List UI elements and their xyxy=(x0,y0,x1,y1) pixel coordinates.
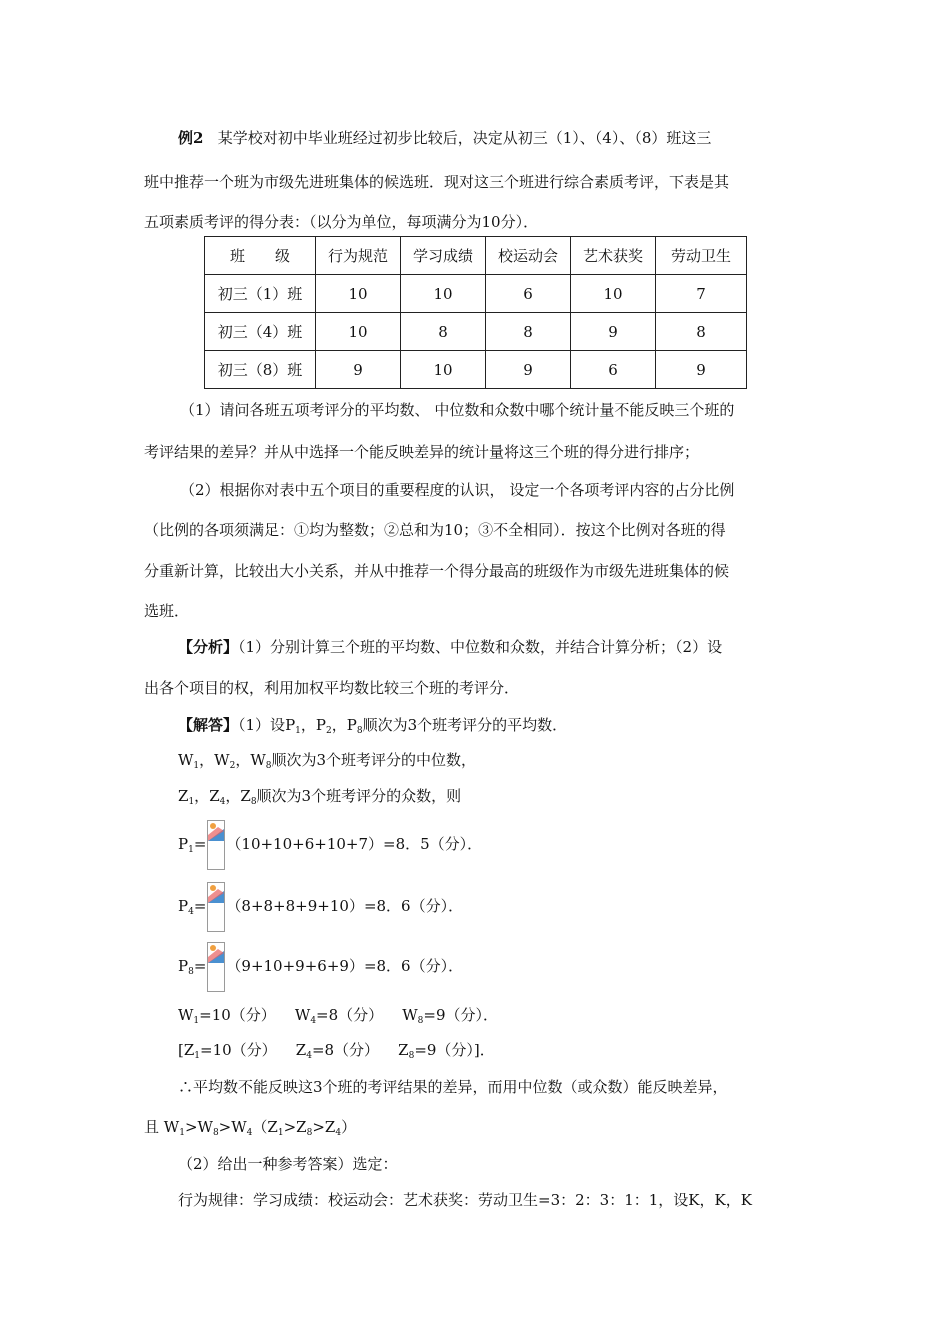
table-cell: 10 xyxy=(401,351,486,389)
table-cell: 9 xyxy=(316,351,401,389)
q2-line-4: 选班． xyxy=(144,602,190,620)
analysis-label: 【分析】 xyxy=(178,638,239,656)
table-row xyxy=(205,351,747,389)
ratio-line: 行为规律：学习成绩：校运动会：艺术获奖：劳动卫生=3：2：3：1：1，设K，K，K xyxy=(178,1191,752,1209)
header-cell: 校运动会 xyxy=(486,237,571,275)
intro-line-2: 班中推荐一个班为市级先进班集体的候选班．现对这三个班进行综合素质考评，下表是其 xyxy=(144,173,730,191)
p8-formula: $P_8=$ （9+10+9+6+9）=8．6（分）． xyxy=(178,942,463,992)
table-cell: 10 xyxy=(571,275,656,313)
p4-formula: $P_4=$ （8+8+8+9+10）=8．6（分）． xyxy=(178,882,463,932)
part2-line: （2）给出一种参考答案）选定： xyxy=(178,1155,398,1173)
table-cell: 9 xyxy=(571,313,656,351)
table-cell: 10 xyxy=(316,313,401,351)
broken-image-icon xyxy=(207,882,225,932)
table-cell: 初三（1）班 xyxy=(205,275,316,313)
table-cell: 8 xyxy=(401,313,486,351)
table-cell: 8 xyxy=(656,313,747,351)
header-cell: 艺术获奖 xyxy=(571,237,656,275)
table-cell: 初三（4）班 xyxy=(205,313,316,351)
analysis-line-1 xyxy=(178,637,722,657)
solution-label: 【解答】 xyxy=(178,716,239,734)
table-cell: 8 xyxy=(486,313,571,351)
p1-formula: $P_1=$ （10+10+6+10+7）=8．5（分）． xyxy=(178,820,482,870)
analysis-line-2: 出各个项目的权，利用加权平均数比较三个班的考评分． xyxy=(144,679,520,697)
conclusion-line-2: 且 $W_1>W_8>W_4(Z_1>Z_8>Z_4)$ xyxy=(144,1118,357,1138)
intro-text-1: 某学校对初中毕业班经过初步比较后，决定从初三（1）、（4）、（8）班这三 xyxy=(217,129,712,147)
table-row xyxy=(205,275,747,313)
header-cell: 学习成绩 xyxy=(401,237,486,275)
table-cell: 9 xyxy=(486,351,571,389)
table-cell: 6 xyxy=(571,351,656,389)
header-cell: 劳动卫生 xyxy=(656,237,747,275)
analysis-text-1: （1）分别计算三个班的平均数、中位数和众数，并结合计算分析；（2）设 xyxy=(238,638,723,656)
intro-line-1 xyxy=(178,128,711,148)
conclusion-line-1: ∴平均数不能反映这3个班的考评结果的差异，而用中位数（或众数）能反映差异， xyxy=(178,1078,728,1096)
solution-line-3: $Z_1$，$Z_4$，$Z_8$顺次为3个班考评分的众数，则 xyxy=(178,787,462,807)
q2-line-1: （2）根据你对表中五个项目的重要程度的认识， 设定一个各项考评内容的占分比例 xyxy=(180,481,735,499)
table-cell: 初三（8）班 xyxy=(205,351,316,389)
solution-line-1: 【解答】（1）设$P_1$，$P_2$，$P_8$顺次为3个班考评分的平均数． xyxy=(178,716,568,736)
header-cell: 行为规范 xyxy=(316,237,401,275)
table-cell: 7 xyxy=(656,275,747,313)
table-cell: 10 xyxy=(401,275,486,313)
table-cell: 6 xyxy=(486,275,571,313)
header-cell: 班 级 xyxy=(205,237,316,275)
table-cell: 9 xyxy=(656,351,747,389)
broken-image-icon xyxy=(207,820,225,870)
table-cell: 10 xyxy=(316,275,401,313)
solution-line-2: $W_1$，$W_2$，$W_8$顺次为3个班考评分的中位数， xyxy=(178,751,477,771)
broken-image-icon xyxy=(207,942,225,992)
example-label: 例2 xyxy=(178,129,204,147)
q1-line-2: 考评结果的差异？并从中选择一个能反映差异的统计量将这三个班的得分进行排序； xyxy=(144,443,700,461)
w-values: $W_1=10$（分） $W_4=8$（分） $W_8=9$（分）． xyxy=(178,1006,499,1026)
q2-line-2: （比例的各项须满足：①均为整数；②总和为10；③不全相同）．按这个比例对各班的得 xyxy=(144,521,726,539)
table-header-row xyxy=(205,237,747,275)
z-values: [$Z_1=10$（分） $Z_4=8$（分） $Z_8=9$（分）]． xyxy=(178,1041,495,1061)
q2-line-3: 分重新计算，比较出大小关系，并从中推荐一个得分最高的班级作为市级先进班集体的候 xyxy=(144,562,730,580)
intro-line-3: 五项素质考评的得分表：（以分为单位，每项满分为10分）． xyxy=(144,213,539,231)
table-row xyxy=(205,313,747,351)
score-table xyxy=(204,236,747,389)
q1-line-1: （1）请问各班五项考评分的平均数、 中位数和众数中哪个统计量不能反映三个班的 xyxy=(180,401,735,419)
